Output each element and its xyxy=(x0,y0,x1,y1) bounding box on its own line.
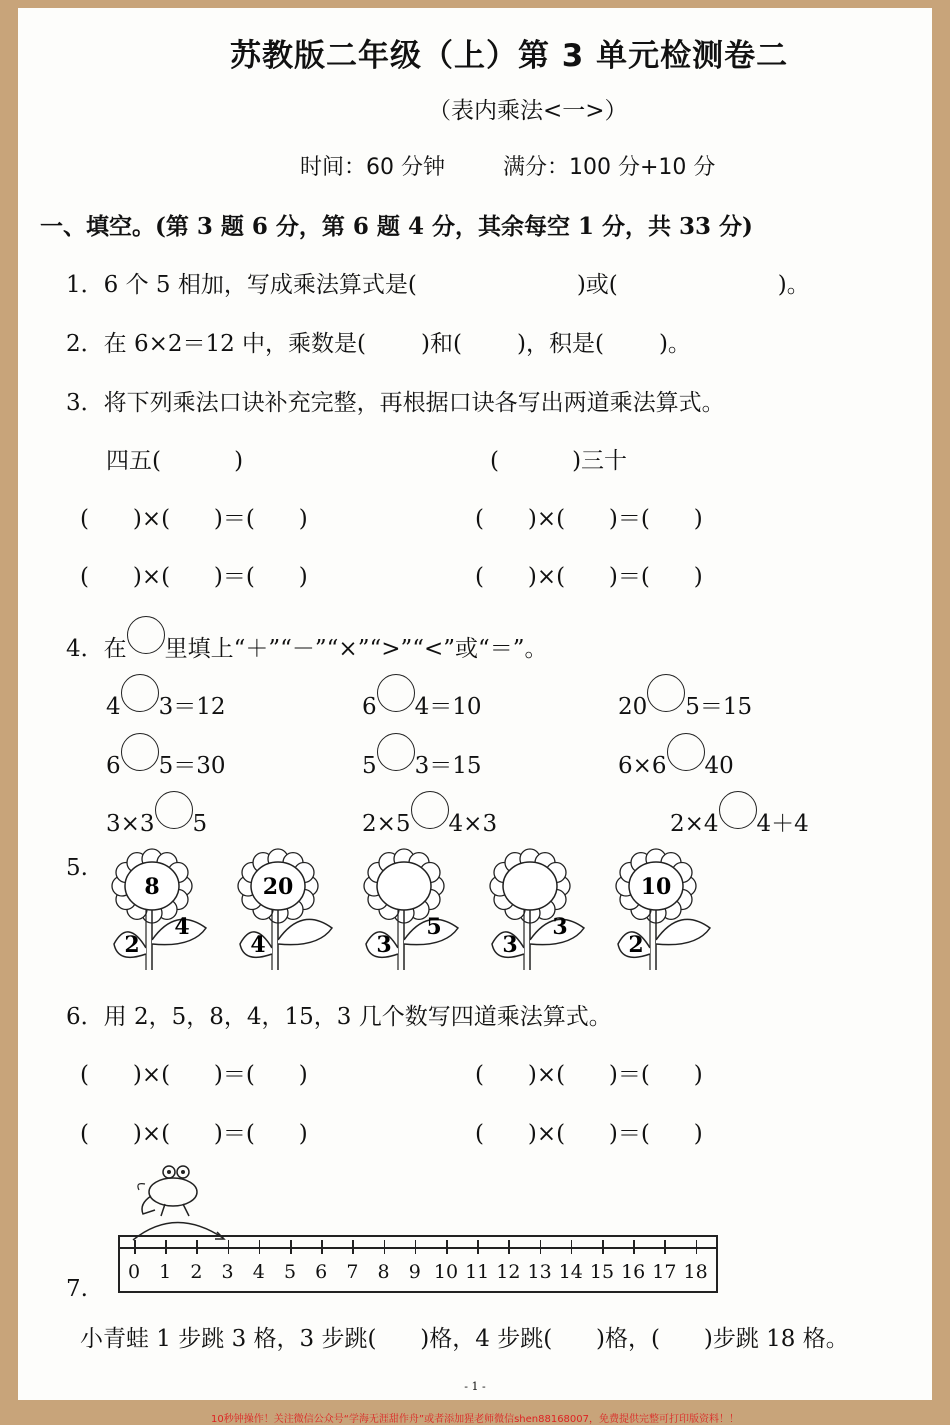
compare-item: 20 5＝15 xyxy=(618,684,752,721)
compare-item: 2×5 4×3 xyxy=(362,801,497,837)
ruler-number: 17 xyxy=(652,1261,677,1283)
circle-blank[interactable] xyxy=(411,791,449,829)
leaf-left-number: 3 xyxy=(502,932,518,958)
ruler-number: 5 xyxy=(283,1261,297,1283)
time-limit: 时间：60 分钟 xyxy=(300,155,445,180)
question-6: 6．用 2，5，8，4，15，3 几个数写四道乘法算式。 xyxy=(66,1004,612,1030)
question-7-text: 小青蛙 1 步跳 3 格，3 步跳( )格，4 步跳( )格，( )步跳 18 格。 xyxy=(80,1326,849,1352)
page-number: - 1 - xyxy=(464,1380,486,1393)
footer-note: 10秒钟操作！关注微信公众号“学海无涯甜作舟”或者添加猩老师微信shen88168007，免费提供完整可打印版资料！！ xyxy=(210,1414,740,1425)
ruler-number: 14 xyxy=(558,1261,583,1283)
multiplication-rhyme-right[interactable]: ( )三十 xyxy=(490,448,628,474)
compare-item: 6 5＝30 xyxy=(106,743,226,780)
equation-row[interactable]: ( )×( )＝( ) xyxy=(475,506,703,532)
flower-center-number: 10 xyxy=(640,874,672,900)
circle-blank[interactable] xyxy=(377,733,415,771)
ruler-number: 0 xyxy=(127,1261,141,1283)
ruler-number: 11 xyxy=(465,1261,490,1283)
ruler-number: 16 xyxy=(621,1261,646,1283)
equation-row[interactable]: ( )×( )＝( ) xyxy=(80,1121,308,1147)
flower-row xyxy=(110,848,730,978)
flower-center-number: 20 xyxy=(262,874,294,900)
ruler-number: 1 xyxy=(159,1261,172,1283)
flower-center-number: 8 xyxy=(144,874,160,900)
circle-blank[interactable] xyxy=(155,791,193,829)
exam-info xyxy=(300,150,715,181)
leaf-left-number: 2 xyxy=(628,932,644,958)
circle-blank[interactable] xyxy=(127,616,165,654)
question-7-label: 7. xyxy=(66,1276,88,1302)
question-1: 1．6 个 5 相加，写成乘法算式是( )或( )。 xyxy=(66,272,810,298)
equation-row[interactable]: ( )×( )＝( ) xyxy=(80,564,308,590)
full-score: 满分：100 分+10 分 xyxy=(503,155,716,180)
page-title: 苏教版二年级（上）第 3 单元检测卷二 xyxy=(230,38,789,74)
ruler-number: 2 xyxy=(190,1261,203,1283)
ruler-number: 8 xyxy=(377,1261,390,1283)
leaf-left-number: 2 xyxy=(124,932,140,958)
ruler-number: 12 xyxy=(496,1261,521,1283)
compare-item: 3×3 5 xyxy=(106,801,207,837)
compare-item: 6×6 40 xyxy=(618,743,734,779)
ruler-number: 7 xyxy=(346,1261,359,1283)
equation-row[interactable]: ( )×( )＝( ) xyxy=(80,1062,308,1088)
ruler-number: 4 xyxy=(252,1261,265,1283)
equation-row[interactable]: ( )×( )＝( ) xyxy=(475,564,703,590)
multiplication-rhyme-left[interactable]: 四五( ) xyxy=(106,448,244,474)
leaf-left-number: 4 xyxy=(250,932,266,958)
ruler-number: 18 xyxy=(683,1261,708,1283)
equation-row[interactable]: ( )×( )＝( ) xyxy=(475,1121,703,1147)
circle-blank[interactable] xyxy=(121,674,159,712)
section-heading: 一、填空。(第 3 题 6 分，第 6 题 4 分，其余每空 1 分，共 33 分) xyxy=(40,213,753,240)
circle-blank[interactable] xyxy=(719,791,757,829)
equation-row[interactable]: ( )×( )＝( ) xyxy=(80,506,308,532)
flower xyxy=(110,848,220,978)
compare-item: 4 3＝12 xyxy=(106,684,226,721)
ruler-number: 13 xyxy=(527,1261,552,1283)
ruler-number: 9 xyxy=(408,1261,421,1283)
ruler-rail xyxy=(120,1247,716,1249)
leaf-right-number: 4 xyxy=(174,914,190,940)
ruler-number: 3 xyxy=(221,1261,234,1283)
compare-item: 5 3＝15 xyxy=(362,743,482,780)
leaf-right-number: 3 xyxy=(552,914,568,940)
leaf-left-number: 3 xyxy=(376,932,392,958)
circle-blank[interactable] xyxy=(121,733,159,771)
ruler-number: 10 xyxy=(433,1261,459,1283)
question-4: 4．在 里填上“＋”“－”“×”“>”“<”或“＝”。 xyxy=(66,626,548,663)
flower xyxy=(488,848,598,978)
flower xyxy=(362,848,472,978)
equation-row[interactable]: ( )×( )＝( ) xyxy=(475,1062,703,1088)
circle-blank[interactable] xyxy=(647,674,685,712)
number-ruler xyxy=(118,1235,718,1293)
question-3: 3．将下列乘法口诀补充完整，再根据口诀各写出两道乘法算式。 xyxy=(66,390,725,416)
ruler-number: 6 xyxy=(315,1261,328,1283)
flower xyxy=(236,848,346,978)
compare-item: 6 4＝10 xyxy=(362,684,482,721)
circle-blank[interactable] xyxy=(667,733,705,771)
question-5-label: 5. xyxy=(66,855,88,881)
subtitle: （表内乘法<一>） xyxy=(428,98,628,124)
compare-item: 2×4 4＋4 xyxy=(670,801,809,838)
flower xyxy=(614,848,724,978)
ruler-number: 15 xyxy=(589,1261,615,1283)
circle-blank[interactable] xyxy=(377,674,415,712)
leaf-right-number: 5 xyxy=(426,914,442,940)
question-2: 2．在 6×2＝12 中，乘数是( )和( )，积是( )。 xyxy=(66,331,691,357)
